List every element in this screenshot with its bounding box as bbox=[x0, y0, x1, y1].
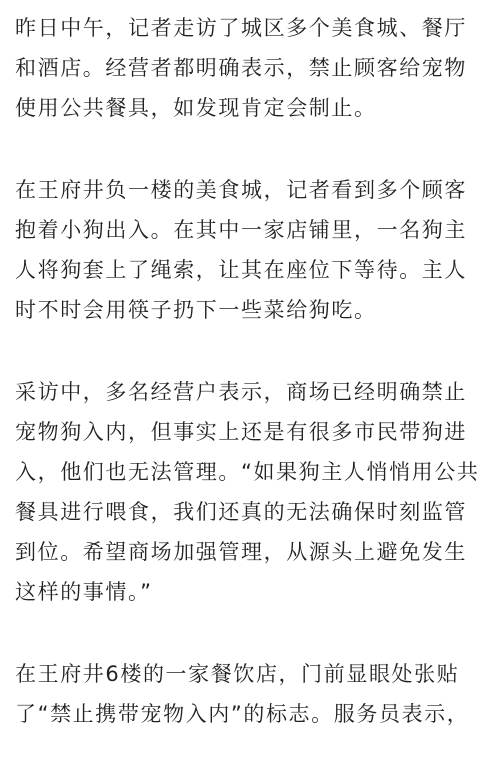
text-line: 时不时会用筷子扔下一些菜给狗吃。 bbox=[15, 298, 377, 322]
text-line: 到位。希望商场加强管理，从源头上避免发生 bbox=[15, 540, 467, 564]
paragraph-2 bbox=[15, 170, 487, 330]
paragraph-3 bbox=[15, 372, 487, 612]
text-line: 入，他们也无法管理。“如果狗主人悄悄用公共 bbox=[15, 460, 480, 484]
text-line: 抱着小狗出入。在其中一家店铺里，一名狗主 bbox=[15, 218, 467, 242]
text-line: 餐具进行喂食，我们还真的无法确保时刻监管 bbox=[15, 500, 467, 524]
text-line: 使用公共餐具，如发现肯定会制止。 bbox=[15, 96, 377, 120]
paragraph-1 bbox=[15, 8, 487, 128]
text-line: 昨日中午，记者走访了城区多个美食城、餐厅 bbox=[15, 16, 467, 40]
text-line: 采访中，多名经营户表示，商场已经明确禁止 bbox=[15, 380, 467, 404]
text-line: 人将狗套上了绳索，让其在座位下等待。主人 bbox=[15, 258, 467, 282]
text-line: 和酒店。经营者都明确表示，禁止顾客给宠物 bbox=[15, 56, 467, 80]
text-line: 这样的事情。” bbox=[15, 580, 153, 604]
text-line: 了“禁止携带宠物入内”的标志。服务员表示， bbox=[15, 702, 470, 726]
text-line: 在王府井6楼的一家餐饮店，门前显眼处张贴 bbox=[15, 662, 460, 686]
paragraph-4 bbox=[15, 654, 487, 734]
text-line: 在王府井负一楼的美食城，记者看到多个顾客 bbox=[15, 178, 467, 202]
text-line: 宠物狗入内，但事实上还是有很多市民带狗进 bbox=[15, 420, 467, 444]
